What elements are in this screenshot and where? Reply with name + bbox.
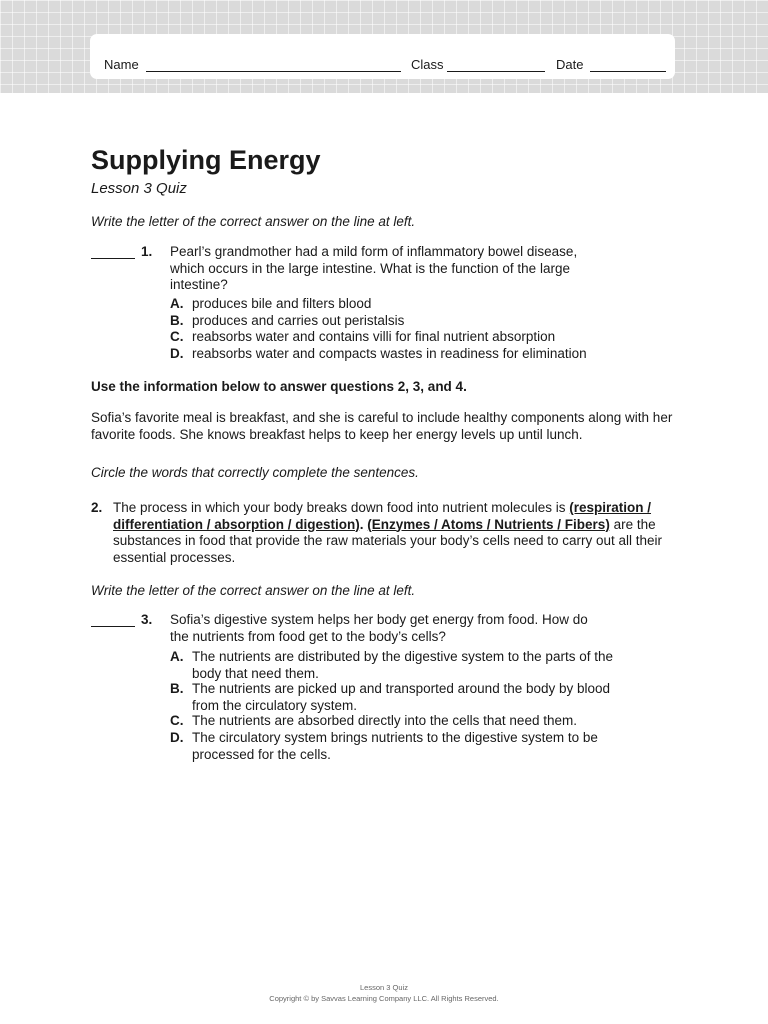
instruction-write-letter: Write the letter of the correct answer on the line at left. (91, 583, 416, 598)
answer-option[interactable] (170, 329, 630, 346)
question-number: 2. (91, 500, 103, 515)
name-label: Name (104, 57, 139, 72)
option-letter: D. (170, 730, 184, 745)
option-text: The nutrients are distributed by the digestive system to the parts of the body that need them. (192, 649, 613, 681)
answer-blank-q1[interactable] (91, 258, 135, 259)
question-number: 3. (141, 612, 153, 627)
option-letter: C. (170, 713, 184, 728)
instruction-use-info: Use the information below to answer questions 2, 3, and 4. (91, 379, 467, 394)
option-letter: C. (170, 329, 184, 344)
name-class-date-box (90, 34, 675, 79)
option-text: reabsorbs water and compacts wastes in readiness for elimination (192, 346, 587, 361)
option-letter: A. (170, 649, 184, 664)
answer-blank-q3[interactable] (91, 626, 135, 627)
class-field[interactable] (447, 71, 545, 72)
answer-option[interactable] (170, 713, 630, 730)
word-choice-process[interactable]: (respiration / differentiation / absorption / digestion) (113, 500, 652, 532)
header-grid-band (0, 0, 768, 93)
option-letter: B. (170, 681, 184, 696)
option-text: produces and carries out peristalsis (192, 313, 405, 328)
date-label: Date (556, 57, 584, 72)
option-text: produces bile and filters blood (192, 296, 372, 311)
name-field[interactable] (146, 71, 401, 72)
question-text (113, 500, 678, 566)
class-label: Class (411, 57, 444, 72)
option-letter: D. (170, 346, 184, 361)
answer-option[interactable] (170, 681, 630, 714)
question-number: 1. (141, 244, 153, 259)
scenario-paragraph: Sofia’s favorite meal is breakfast, and she is careful to include healthy components along with her favorite foods. She knows breakfast helps to keep her energy levels up until lunch. (91, 410, 673, 442)
answer-option[interactable] (170, 313, 630, 330)
option-text: The circulatory system brings nutrients to the digestive system to be processed for the cells. (192, 730, 598, 762)
footer-copyright: Copyright © by Savvas Learning Company LLC. All Rights Reserved. (269, 994, 499, 1003)
option-text: The nutrients are absorbed directly into the cells that need them. (192, 713, 577, 728)
answer-option[interactable] (170, 649, 630, 682)
option-text: reabsorbs water and contains villi for final nutrient absorption (192, 329, 556, 344)
option-letter: B. (170, 313, 184, 328)
option-text: The nutrients are picked up and transported around the body by blood from the circulatory system. (192, 681, 611, 713)
answer-option[interactable] (170, 730, 630, 763)
q2-text-part3: are the substances in food that provide the raw materials your body’s cells need to carry out all their essential processes. (113, 516, 663, 565)
answer-option[interactable] (170, 346, 630, 363)
answer-option[interactable] (170, 296, 630, 313)
footer-lesson-label: Lesson 3 Quiz (360, 983, 408, 992)
word-choice-substances[interactable]: (Enzymes / Atoms / Nutrients / Fibers) (367, 516, 610, 532)
instruction-circle-words: Circle the words that correctly complete the sentences. (91, 465, 419, 480)
page-title: Supplying Energy (91, 145, 321, 175)
q2-text-part2: . (359, 516, 368, 532)
q2-text-part1: The process in which your body breaks down food into nutrient molecules is (113, 500, 570, 515)
question-text: Sofia’s digestive system helps her body get energy from food. How do the nutrients from food get to the body’s cells? (170, 612, 588, 644)
date-field[interactable] (590, 71, 666, 72)
option-letter: A. (170, 296, 184, 311)
instruction-write-letter: Write the letter of the correct answer on the line at left. (91, 214, 416, 229)
page-subtitle: Lesson 3 Quiz (91, 180, 187, 197)
question-text: Pearl’s grandmother had a mild form of inflammatory bowel disease, which occurs in the large intestine. What is the function of the large intestine? (170, 244, 578, 292)
